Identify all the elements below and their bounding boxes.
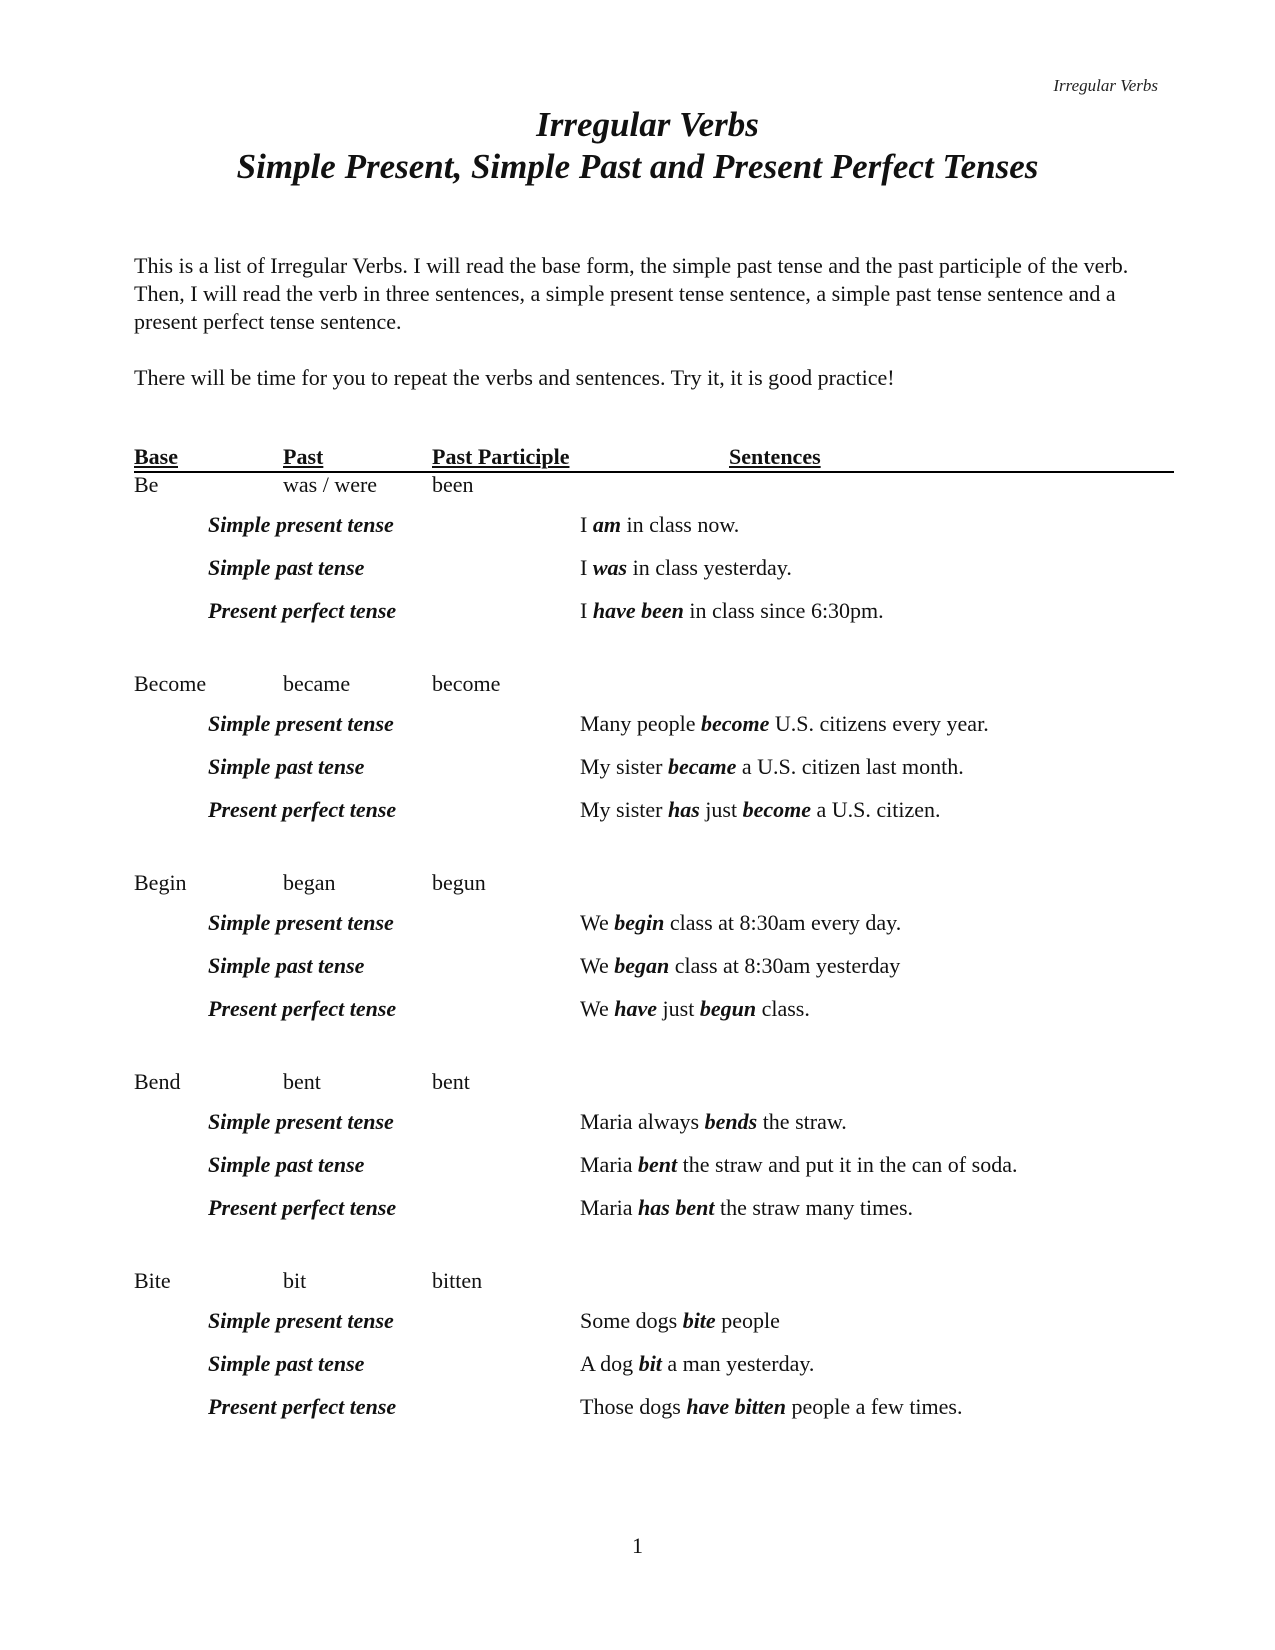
- tense-label: Simple past tense: [208, 953, 365, 978]
- tense-row-present: [134, 500, 1174, 543]
- tense-label: Present perfect tense: [208, 1195, 397, 1220]
- verb-highlight: become: [700, 711, 770, 736]
- intro-paragraph-2: There will be time for you to repeat the verbs and sentences. Try it, it is good practice!: [134, 365, 895, 390]
- example-sentence: We have just begun class.: [580, 996, 810, 1021]
- verb-highlight: begin: [614, 910, 665, 935]
- tense-row-present: [134, 898, 1174, 941]
- header-past: Past: [283, 444, 324, 469]
- verb-forms-row: [134, 472, 1174, 500]
- tense-label: Simple present tense: [208, 512, 394, 537]
- example-sentence: I have been in class since 6:30pm.: [580, 598, 884, 623]
- tense-label: Simple past tense: [208, 1152, 365, 1177]
- tense-label: Simple past tense: [208, 754, 365, 779]
- verb-forms-row: [134, 870, 1174, 898]
- verb-group: [134, 671, 1174, 870]
- tense-label: Present perfect tense: [208, 996, 397, 1021]
- tense-label: Present perfect tense: [208, 797, 397, 822]
- tense-label: Present perfect tense: [208, 598, 397, 623]
- example-sentence: Many people become U.S. citizens every year.: [580, 711, 989, 736]
- tense-row-present: [134, 699, 1174, 742]
- verb-highlight: was: [592, 555, 628, 580]
- example-sentence: Maria has bent the straw many times.: [580, 1195, 914, 1220]
- verb-base-form: Bend: [134, 1069, 181, 1094]
- tense-row-past: [134, 941, 1174, 984]
- verb-past-form: became: [283, 671, 351, 696]
- example-sentence: Some dogs bite people: [580, 1308, 780, 1333]
- tense-row-perfect: [134, 785, 1174, 828]
- tense-row-present: [134, 1296, 1174, 1339]
- page-number: 1: [632, 1533, 643, 1558]
- verb-base-form: Become: [134, 671, 207, 696]
- tense-row-perfect: [134, 984, 1174, 1027]
- example-sentence: We began class at 8:30am yesterday: [580, 953, 901, 978]
- tense-row-present: [134, 1097, 1174, 1140]
- title-line-1: Irregular Verbs: [536, 105, 759, 144]
- verb-highlight: bent: [638, 1152, 678, 1177]
- verb-past-participle: bitten: [432, 1268, 483, 1293]
- page-title: [0, 104, 1275, 188]
- verb-group: [134, 870, 1174, 1069]
- example-sentence: Those dogs have bitten people a few times.: [580, 1394, 963, 1419]
- verb-past-form: was / were: [283, 472, 378, 497]
- verb-highlight: am: [592, 512, 621, 537]
- example-sentence: I am in class now.: [580, 512, 740, 537]
- verb-highlight: have bitten: [686, 1394, 786, 1419]
- verb-past-participle: begun: [432, 870, 486, 895]
- tense-label: Simple present tense: [208, 711, 394, 736]
- verb-base-form: Begin: [134, 870, 187, 895]
- verb-list: [134, 472, 1174, 1467]
- tense-label: Simple present tense: [208, 910, 394, 935]
- verb-highlight: bends: [704, 1109, 758, 1134]
- tense-row-perfect: [134, 1183, 1174, 1226]
- example-sentence: My sister became a U.S. citizen last month.: [580, 754, 964, 779]
- verb-highlight: bite: [682, 1308, 716, 1333]
- verb-group: [134, 1069, 1174, 1268]
- verb-highlight: become: [742, 797, 811, 822]
- verb-past-participle: bent: [432, 1069, 470, 1094]
- tense-row-past: [134, 1140, 1174, 1183]
- example-sentence: Maria always bends the straw.: [580, 1109, 847, 1134]
- verb-highlight: have: [614, 996, 658, 1021]
- verb-forms-row: [134, 1069, 1174, 1097]
- example-sentence: Maria bent the straw and put it in the can of soda.: [580, 1152, 1018, 1177]
- verb-past-participle: been: [432, 472, 474, 497]
- tense-label: Simple present tense: [208, 1109, 394, 1134]
- example-sentence: My sister has just become a U.S. citizen.: [580, 797, 941, 822]
- verb-base-form: Bite: [134, 1268, 171, 1293]
- tense-row-past: [134, 1339, 1174, 1382]
- verb-past-form: bent: [283, 1069, 321, 1094]
- verb-highlight: begun: [699, 996, 757, 1021]
- tense-label: Simple past tense: [208, 1351, 365, 1376]
- verb-highlight: became: [668, 754, 737, 779]
- tense-row-past: [134, 543, 1174, 586]
- verb-forms-row: [134, 671, 1174, 699]
- intro-text: [134, 252, 1174, 392]
- verb-forms-row: [134, 1268, 1174, 1296]
- tense-row-past: [134, 742, 1174, 785]
- header-base: Base: [134, 444, 178, 469]
- header-sentences: Sentences: [729, 444, 821, 469]
- running-header: Irregular Verbs: [1053, 76, 1158, 95]
- verb-base-form: Be: [134, 472, 159, 497]
- tense-label: Simple present tense: [208, 1308, 394, 1333]
- tense-label: Present perfect tense: [208, 1394, 397, 1419]
- verb-highlight: have been: [592, 598, 684, 623]
- example-sentence: A dog bit a man yesterday.: [580, 1351, 815, 1376]
- tense-label: Simple past tense: [208, 555, 365, 580]
- verb-past-participle: become: [432, 671, 501, 696]
- verb-group: [134, 1268, 1174, 1467]
- tense-row-perfect: [134, 1382, 1174, 1425]
- table-header: [134, 444, 1174, 473]
- verb-highlight: has bent: [638, 1195, 715, 1220]
- intro-paragraph-1: This is a list of Irregular Verbs. I will read the base form, the simple past tense and the past participle of the verb. Then, I will read the verb in three sentences, a simple present tense sentence, a simple past tense sentence and a present perfect tense sentence.: [134, 253, 1129, 334]
- verb-highlight: has: [668, 797, 700, 822]
- verb-past-form: began: [283, 870, 336, 895]
- verb-group: [134, 472, 1174, 671]
- tense-row-perfect: [134, 586, 1174, 629]
- verb-past-form: bit: [283, 1268, 307, 1293]
- example-sentence: I was in class yesterday.: [580, 555, 792, 580]
- example-sentence: We begin class at 8:30am every day.: [580, 910, 902, 935]
- title-line-2: Simple Present, Simple Past and Present Perfect Tenses: [236, 147, 1039, 186]
- verb-highlight: began: [614, 953, 670, 978]
- verb-highlight: bit: [638, 1351, 662, 1376]
- header-past-participle: Past Participle: [432, 444, 570, 469]
